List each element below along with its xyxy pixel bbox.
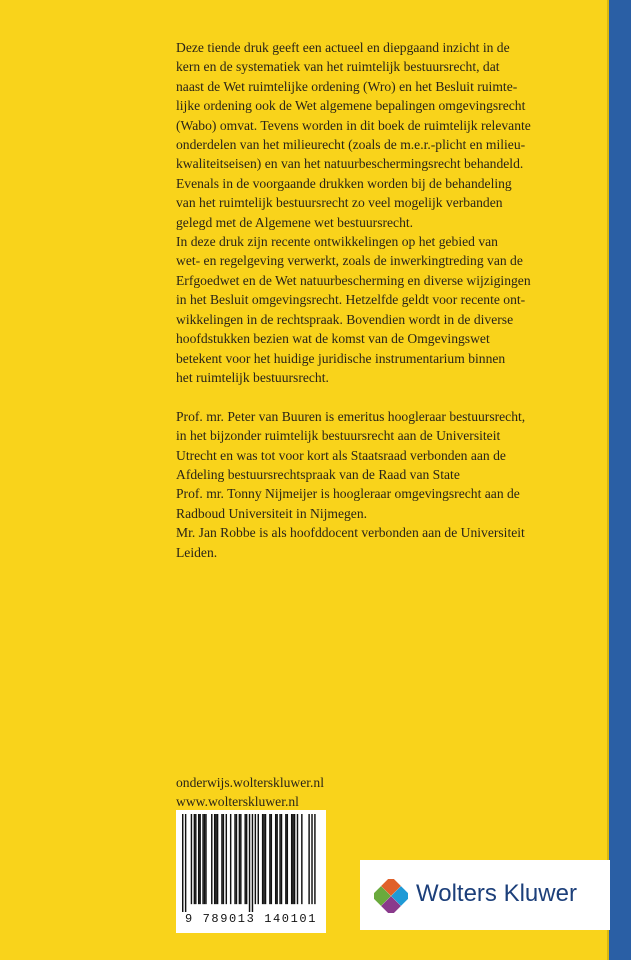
blurb-line: Erfgoedwet en de Wet natuurbescherming en diverse wijzigingen (176, 272, 531, 288)
barcode-bar (185, 814, 186, 912)
barcode-bar (292, 814, 293, 904)
barcode-bar (308, 814, 309, 904)
publisher-name: Wolters Kluwer (416, 880, 577, 907)
blurb-line: kern en de systematiek van het ruimtelijk bestuursrecht, dat (176, 59, 500, 75)
blurb-line: kwaliteitseisen) en van het natuurbeschermingsrecht behandeld. (176, 156, 524, 172)
barcode-bar (281, 814, 282, 904)
barcode-bar (199, 814, 200, 904)
blurb-line: gelegd met de Algemene wet bestuursrecht. (176, 214, 414, 230)
blurb-line: in het Besluit omgevingsrecht. Hetzelfde geldt voor recente ont- (176, 292, 526, 308)
barcode-bar (294, 814, 295, 904)
author-line: Prof. mr. Peter van Buuren is emeritus hoogleraar bestuursrecht, (176, 408, 526, 424)
blurb-line: onderdelen van het milieurecht (zoals de m.e.r.-plicht en milieu- (176, 137, 526, 153)
education-url[interactable]: onderwijs.wolterskluwer.nl (176, 775, 324, 790)
barcode-bar (204, 814, 205, 904)
barcode-bar (311, 814, 312, 904)
barcode-bar (262, 814, 263, 904)
barcode-bar (244, 814, 245, 904)
blurb-line: het ruimtelijk bestuursrecht. (176, 369, 329, 385)
blurb-text (176, 38, 576, 562)
author-line: Mr. Jan Robbe is als hoofddocent verbonden aan de Universiteit (176, 525, 525, 541)
author-line: Utrecht en was tot voor kort als Staatsraad verbonden aan de (176, 447, 506, 463)
barcode-bar (252, 814, 253, 912)
blurb-line: naast de Wet ruimtelijke ordening (Wro) en het Besluit ruimte- (176, 78, 518, 94)
author-line: Prof. mr. Tonny Nijmeijer is hoogleraar omgevingsrecht aan de (176, 486, 520, 502)
barcode-bar (226, 814, 227, 904)
wolters-kluwer-logo-mark-icon (374, 879, 408, 913)
barcode-bar (269, 814, 270, 904)
spine-strip (609, 0, 631, 960)
barcode-bar (279, 814, 280, 904)
barcode-bar (194, 814, 195, 904)
blurb-line: wet- en regelgeving verwerkt, zoals de inwerkingtreding van de (176, 253, 523, 269)
barcode-bar (297, 814, 298, 904)
author-line: Radboud Universiteit in Nijmegen. (176, 505, 368, 521)
barcode-bar (234, 814, 235, 904)
barcode-bar (258, 814, 259, 904)
author-line: Afdeling bestuursrechtspraak van de Raad van State (176, 466, 460, 482)
barcode-bar (230, 814, 231, 904)
paragraph-gap (176, 387, 576, 406)
blurb-line: (Wabo) omvat. Tevens worden in dit boek de ruimtelijk relevante (176, 117, 531, 133)
blurb-line: Evenals in de voorgaande drukken worden bij de behandeling (176, 175, 512, 191)
barcode-bar (198, 814, 199, 904)
publisher-logo (360, 860, 610, 930)
author-line: in het bijzonder ruimtelijk bestuursrecht aan de Universiteit (176, 428, 501, 444)
barcode-bar (215, 814, 216, 904)
barcode-bar (221, 814, 222, 904)
barcode-bar (191, 814, 192, 904)
barcode-bar (314, 814, 315, 904)
blurb-line: betekent voor het huidige juridische instrumentarium binnen (176, 350, 506, 366)
barcode-bar (287, 814, 288, 904)
barcode-bar (217, 814, 218, 904)
blurb-line: van het ruimtelijk bestuursrecht zo veel mogelijk verbanden (176, 195, 503, 211)
barcode-bar (202, 814, 203, 904)
barcode-digits: 9 789013 140101 (184, 912, 318, 926)
blurb-line: hoofdstukken bezien wat de komst van de Omgevingswet (176, 331, 490, 347)
barcode-bar (182, 814, 183, 912)
barcode-bar (275, 814, 276, 904)
isbn-barcode (176, 810, 326, 933)
barcode-bar (301, 814, 302, 904)
blurb-line: lijke ordening ook de Wet algemene bepalingen omgevingsrecht (176, 98, 526, 114)
barcode-bar (265, 814, 266, 904)
blurb-line: wikkelingen in de rechtspraak. Bovendien wordt in de diverse (176, 311, 514, 327)
barcode-bar (271, 814, 272, 904)
barcode-bar (263, 814, 264, 904)
barcode-bar (239, 814, 240, 904)
barcode-bar (211, 814, 212, 904)
barcode-bar (249, 814, 250, 912)
barcode-bar (246, 814, 247, 904)
barcode-bar (285, 814, 286, 904)
publisher-links (176, 773, 324, 811)
website-url[interactable]: www.wolterskluwer.nl (176, 794, 299, 809)
author-line: Leiden. (176, 544, 218, 560)
barcode-bar (255, 814, 256, 904)
barcode-bar (276, 814, 277, 904)
barcode-bar (291, 814, 292, 904)
barcode-bar (236, 814, 237, 904)
barcode-bar (214, 814, 215, 904)
barcode-bar (195, 814, 196, 904)
barcode-bar (205, 814, 206, 904)
barcode-bar (223, 814, 224, 904)
barcode-bar (240, 814, 241, 904)
barcode-icon (182, 814, 320, 912)
blurb-line: Deze tiende druk geeft een actueel en diepgaand inzicht in de (176, 40, 510, 55)
blurb-line: In deze druk zijn recente ontwikkelingen op het gebied van (176, 234, 498, 250)
